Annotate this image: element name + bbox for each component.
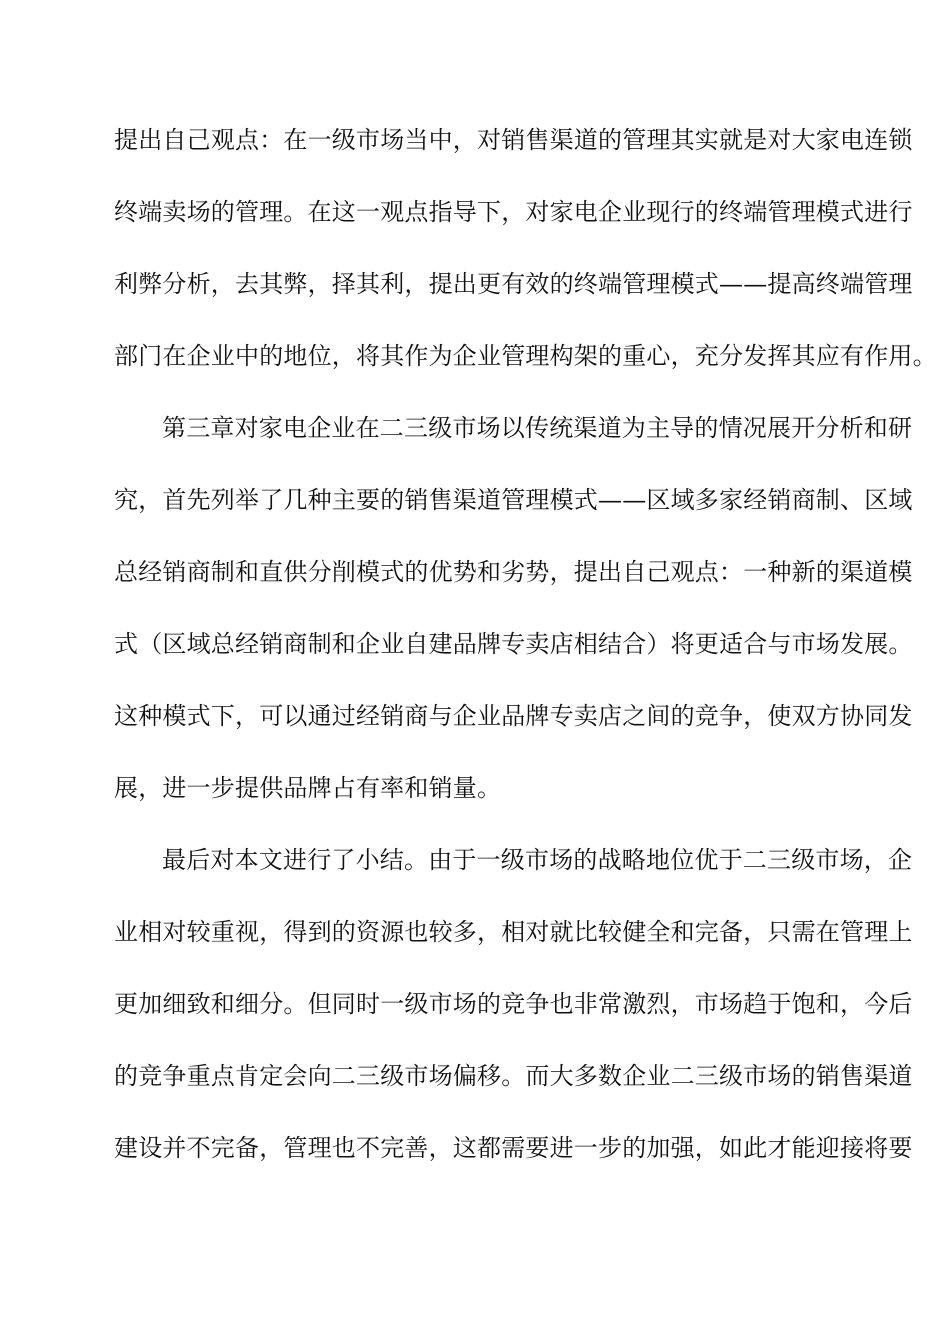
body-text-line-10: 展，进一步提供品牌占有率和销量。 [114,774,502,802]
body-text-line-12: 业相对较重视，得到的资源也较多，相对就比较健全和完备，只需在管理上 [114,918,913,946]
body-text-line-14: 的竞争重点肯定会向二三级市场偏移。而大多数企业二三级市场的销售渠道 [114,1062,913,1090]
body-text-line-8: 式（区域总经销商制和企业自建品牌专卖店相结合）将更适合与市场发展。 [114,630,913,658]
body-text-line-9: 这种模式下，可以通过经销商与企业品牌专卖店之间的竞争，使双方协同发 [114,702,913,730]
body-text-line-3: 利弊分析，去其弊，择其利，提出更有效的终端管理模式——提高终端管理 [114,270,913,298]
body-text-line-7: 总经销商制和直供分削模式的优势和劣势，提出自己观点：一种新的渠道模 [114,558,913,586]
paragraph-start-line-5: 第三章对家电企业在二三级市场以传统渠道为主导的情况展开分析和研 [162,414,913,442]
body-text-line-15: 建设并不完备，管理也不完善，这都需要进一步的加强，如此才能迎接将要 [114,1134,913,1162]
body-text-line-13: 更加细致和细分。但同时一级市场的竞争也非常激烈，市场趋于饱和，今后 [114,990,913,1018]
body-text-line-6: 究，首先列举了几种主要的销售渠道管理模式——区域多家经销商制、区域 [114,486,913,514]
body-text-line-4: 部门在企业中的地位，将其作为企业管理构架的重心，充分发挥其应有作用。 [114,342,937,370]
body-text-line-2: 终端卖场的管理。在这一观点指导下，对家电企业现行的终端管理模式进行 [114,198,913,226]
paragraph-start-line-11: 最后对本文进行了小结。由于一级市场的战略地位优于二三级市场，企 [162,846,913,874]
body-text-line-1: 提出自己观点：在一级市场当中，对销售渠道的管理其实就是对大家电连锁 [114,126,913,154]
